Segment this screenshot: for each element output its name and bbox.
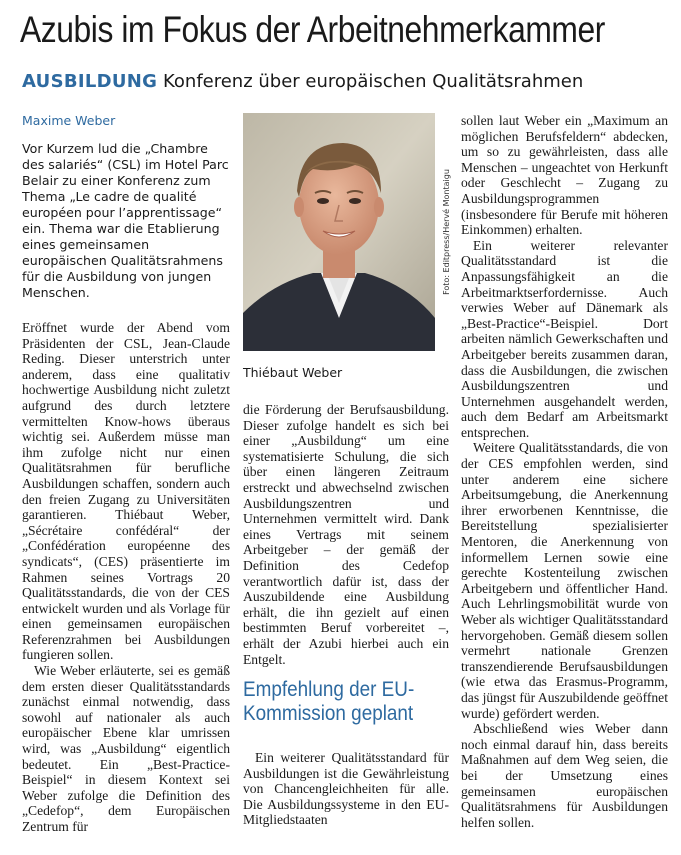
portrait-illustration [243,113,435,351]
paragraph: Ein weiterer relevanter Qualitätsstandard ist die Anpassungsfähigkeit an die Arbeitmarktserfordernisse. Auch verwies Weber auf Dänemark als „Best-Practice“-Beispiel. Dort arbeiten nämlich Gewerkschaften und Arbeitgeber bereits zusammen daran, dass die Ausbildungen, die zwischen Ausbildungszentren und Unternehmen ausgehandelt werden, auch dem Bedarf am Arbeitsmarkt entsprechen. [461,237,668,440]
byline: Maxime Weber [22,113,116,128]
paragraph: Weitere Qualitätsstandards, die von der CES empfohlen werden, sind unter anderem eine sichere Arbeitsumgebung, die Anerkennung ihrer erworbenen Kenntnisse, die Bereitstellung spezialisierter Mentoren, die Anerkennung von informellem Lernen sowie eine gerechte Kostenteilung zwischen Arbeitgebern und öffentlicher Hand. Auch Lehrlingsmobilität wurde von Weber als wichtiger Qualitätsstandard hervorgehoben. Gemäß diesem sollen vermehrt nationale Grenzen transzendierende Berufsausbildungen (wie etwa das Erasmus-Programm, das jüngst für Auszubildende geöffnet wurde) gefördert werden. [461,440,668,721]
article-column-3 [461,113,668,830]
paragraph: Ein weiterer Qualitätsstandard für Ausbildungen ist die Gewährleistung von Chancengleichheiten für alle. Die Ausbildungssysteme in den EU-Mitgliedstaaten [243,750,449,828]
article-column-2 [243,402,449,667]
photo-caption: Thiébaut Weber [243,365,343,380]
photo-credit [436,113,451,351]
article-column-2-continued [243,750,449,828]
article-headline: Azubis im Fokus der Arbeitnehmerkammer [20,9,605,50]
paragraph: Eröffnet wurde der Abend vom Präsidenten der CSL, Jean-Claude Reding. Dieser unterstrich unter anderem, dass eine qualitativ hochwertige Ausbildung nicht zuletzt aufgrund des durch letztere vermittelten Know-hows überaus wichtig sei. Außerdem müsse man ihm zufolge nicht nur einen Qualitätsrahmen für berufliche Ausbildungen schaffen, sondern auch den freien Zugang zu Universitäten garantieren. Thiébaut Weber, „Sécrétaire confédéral“ der „Confédération européenne des syndicats“, (CES) präsentierte im Rahmen seines Vortrags 20 Qualitätsstandards, die von der CES entwickelt wurden und als Vorlage für einen gemeinsamen europäischen Referenzrahmen bei Ausbildungen fungieren sollen. [22,320,230,663]
paragraph: sollen laut Weber ein „Maximum an möglichen Berufsfeldern“ abdecken, um so zu gewährleisten, dass alle Menschen – ungeachtet von Herkunft oder Geschlecht – Zugang zu Ausbildungsprogrammen (insbesondere für Berufe mit höheren Einkommen) erhalten. [461,113,668,238]
photo-credit-text: Foto: Editpress/Hervé Montaigu [442,169,451,295]
article-subtitle: Konferenz über europäischen Qualitätsrahmen [162,71,584,92]
portrait-photo [243,113,435,351]
section-subheading: Empfehlung der EU-Kommission geplant [243,678,415,725]
article-column-1 [22,320,230,835]
paragraph: Wie Weber erläuterte, sei es gemäß dem ersten dieser Qualitätsstandards zunächst einmal notwendig, dass sowohl auf nationaler als auch europäischer Ebene klar umrissen wird, was „Ausbildung“ eigentlich bedeutet. Ein „Best-Practice-Beispiel“ in diesem Kontext sei Weber zufolge die Definition des „Cedefop“, dem Europäischen Zentrum für [22,663,230,834]
paragraph: die Förderung der Berufsausbildung. Dieser zufolge handelt es sich bei einer „Ausbildung“ um eine systematisierte Schulung, die sich über einen längeren Zeitraum erstreckt und abwechselnd zwischen Ausbildungszentren und Unternehmen vermittelt wird. Dank eines Vertrags mit seinem Arbeitgeber – der gemäß der Definition des Cedefop verantwortlich dafür ist, dass der Auszubildende eine Ausbildung erhält, die ihn gezielt auf einen bestimmten Beruf vorbereitet –, erhält der Azubi hierbei auch ein Entgelt. [243,402,449,667]
paragraph: Abschließend wies Weber dann noch einmal darauf hin, dass bereits Maßnahmen auf dem Weg seien, die bei der Umsetzung eines gemeinsamen europäischen Qualitätsrahmens für Ausbildungen helfen sollen. [461,721,668,830]
article-subhead [22,70,583,94]
article-kicker: AUSBILDUNG [22,71,158,92]
article-lead: Vor Kurzem lud die „Chambre des salariés“ (CSL) im Hotel Parc Belair zu einer Konferenz zum Thema „Le cadre de qualité européen pour l’apprentissage“ ein. Thema war die Etablierung eines gemeinsamen europäischen Qualitätsrahmens für die Ausbildung von jungen Menschen. [22,141,229,300]
